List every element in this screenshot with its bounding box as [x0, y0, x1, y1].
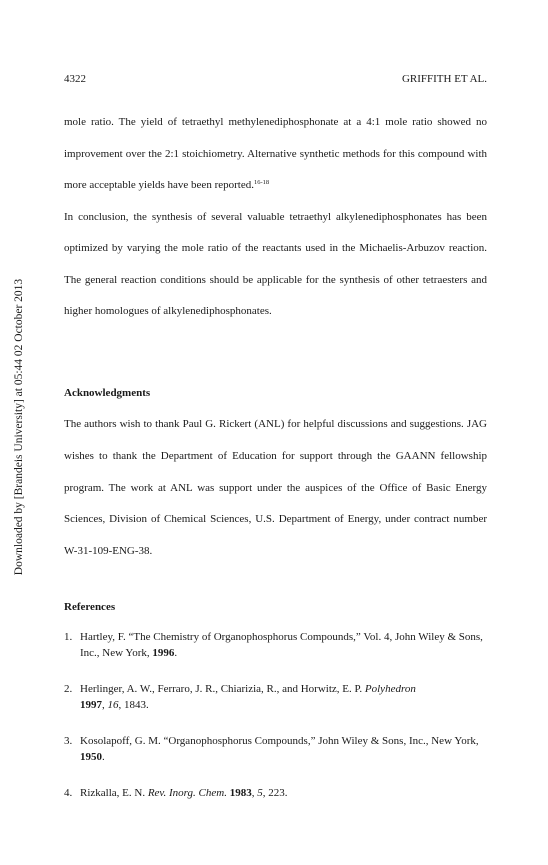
reference-item: 2. Herlinger, A. W., Ferraro, J. R., Chiarizia, R., and Horwitz, E. P. Polyhedron 1997, 16, 1843. — [64, 683, 416, 711]
download-stamp: Downloaded by [Brandeis University] at 05:44 02 October 2013 — [13, 278, 25, 576]
reference-text-end: . — [102, 751, 105, 763]
reference-text: Herlinger, A. W., Ferraro, J. R., Chiarizia, R., and Horwitz, E. P. — [80, 683, 365, 695]
reference-year: 1996 — [152, 647, 175, 659]
reference-text: Kosolapoff, G. M. “Organophosphorus Compounds,” John Wiley & Sons, Inc., New York, — [80, 735, 479, 747]
reference-text: Hartley, F. “The Chemistry of Organophosphorus Compounds,” Vol. 4, John Wiley & Sons, Inc., New York, — [80, 631, 483, 659]
citation-superscript: 16-18 — [253, 179, 270, 186]
reference-journal: Polyhedron — [364, 683, 416, 695]
reference-journal: Rev. Inorg. Chem. — [147, 787, 227, 799]
reference-number: 2. — [64, 683, 73, 695]
acknowledgments-section — [64, 409, 487, 568]
acknowledgments-paragraph: The authors wish to thank Paul G. Rickert (ANL) for helpful discussions and suggestions. JAG wishes to thank the Department of Education for support through the GAANN fellowship program. The work at ANL was support under the auspices of the Office of Basic Energy Sciences, Division of Chemical Sciences, U.S. Department of Energy, under contract number W-31-109-ENG-38. — [64, 418, 487, 558]
references-heading: References — [64, 601, 116, 613]
reference-text-end: . — [174, 647, 178, 659]
reference-year: 1950 — [80, 751, 102, 763]
reference-number: 1. — [64, 631, 73, 643]
reference-volume: 16 — [107, 699, 119, 711]
reference-item: 4. Rizkalla, E. N. Rev. Inorg. Chem. 1983, 5, 223. — [64, 787, 288, 799]
reference-pages: , 223. — [262, 787, 288, 799]
reference-list — [64, 629, 487, 801]
running-head: GRIFFITH ET AL. — [401, 73, 487, 85]
body-paragraph-1 — [64, 107, 487, 202]
reference-year: 1983 — [229, 787, 252, 799]
page-number: 4322 — [64, 73, 86, 85]
reference-number: 3. — [64, 735, 73, 747]
reference-year: 1997 — [80, 699, 102, 711]
body-paragraph-2: In conclusion, the synthesis of several valuable tetraethyl alkylenediphosphonates has been optimized by varying the mole ratio of the reactants used in the Michaelis-Arbuzov reaction. The general reaction conditions should be applicable for the synthesis of other tetraesters and higher homologues of alkylenediphosphonates. — [64, 210, 487, 317]
reference-item — [64, 733, 487, 765]
body-text — [64, 107, 487, 328]
reference-volume: 5 — [257, 787, 263, 799]
reference-pages: , 1843. — [118, 699, 149, 711]
reference-text: Rizkalla, E. N. — [80, 787, 148, 799]
body-paragraph-1-text: mole ratio. The yield of tetraethyl methylenediphosphonate at a 4:1 mole ratio showed no improvement over the 2:1 stoichiometry. Alternative synthetic methods for this compound with more acceptable yields have been reported. — [64, 116, 487, 191]
reference-item — [64, 629, 487, 661]
reference-number: 4. — [64, 787, 73, 799]
acknowledgments-heading: Acknowledgments — [64, 387, 151, 399]
